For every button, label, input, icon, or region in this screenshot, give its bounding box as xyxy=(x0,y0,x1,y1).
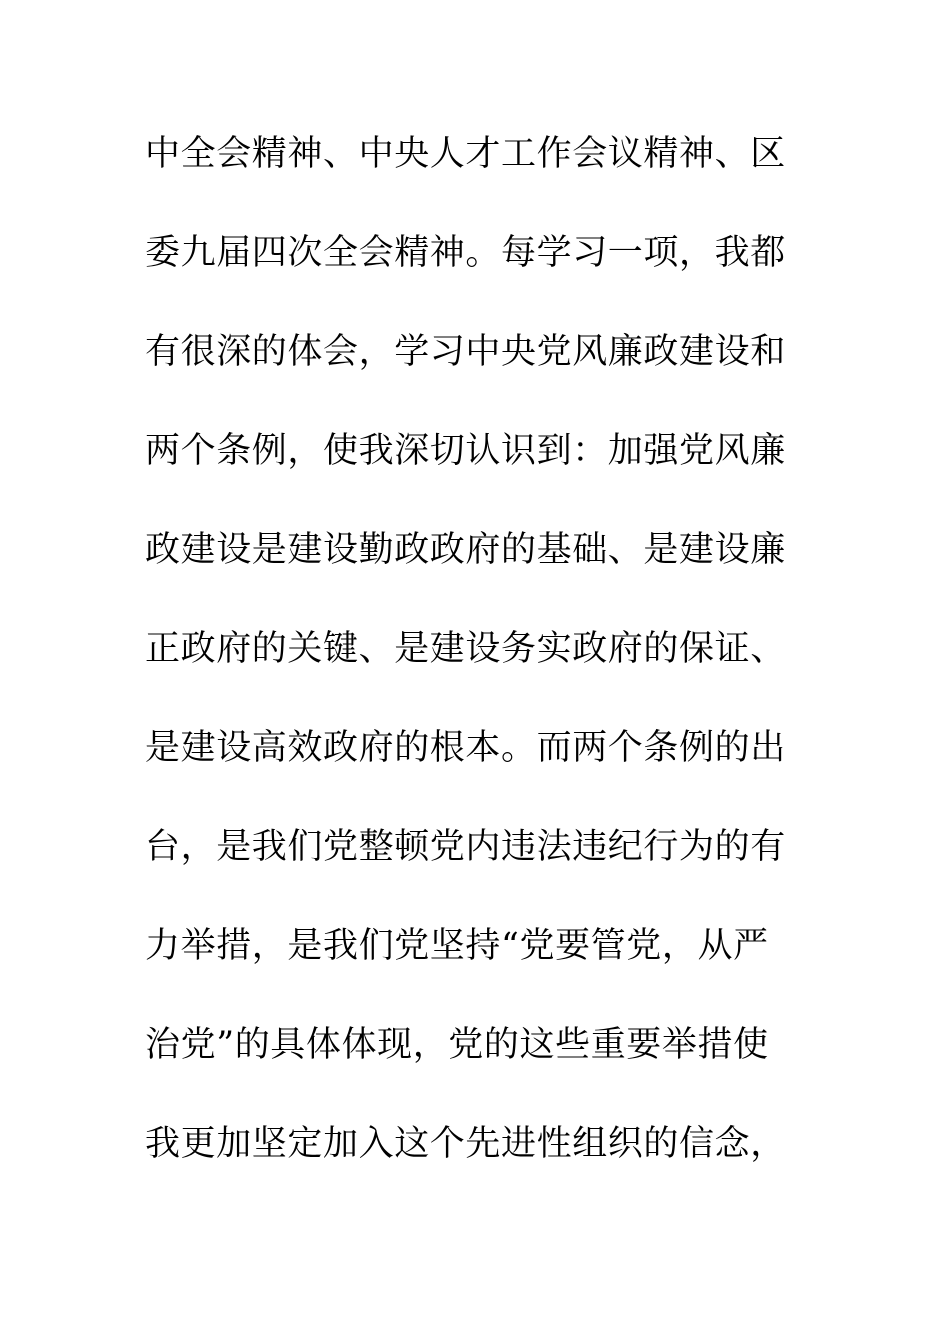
text-line: 有很深的体会，学习中央党风廉政建设和 xyxy=(145,332,786,372)
text-line: 委九届四次全会精神。每学习一项，我都 xyxy=(145,233,786,273)
text-line: 中全会精神、中央人才工作会议精神、区 xyxy=(145,134,786,174)
text-line: 是建设高效政府的根本。而两个条例的出 xyxy=(145,728,786,768)
text-line: 两个条例，使我深切认识到：加强党风廉 xyxy=(145,431,786,471)
text-line: 我更加坚定加入这个先进性组织的信念， xyxy=(145,1124,786,1164)
body-paragraph xyxy=(145,124,785,1213)
text-line: 政建设是建设勤政政府的基础、是建设廉 xyxy=(145,530,786,570)
text-line: 力举措，是我们党坚持“党要管党，从严 xyxy=(145,926,769,966)
text-line: 台，是我们党整顿党内违法违纪行为的有 xyxy=(145,827,786,867)
text-line: 治党”的具体体现，党的这些重要举措使 xyxy=(145,1025,769,1065)
text-line: 正政府的关键、是建设务实政府的保证、 xyxy=(145,629,786,669)
